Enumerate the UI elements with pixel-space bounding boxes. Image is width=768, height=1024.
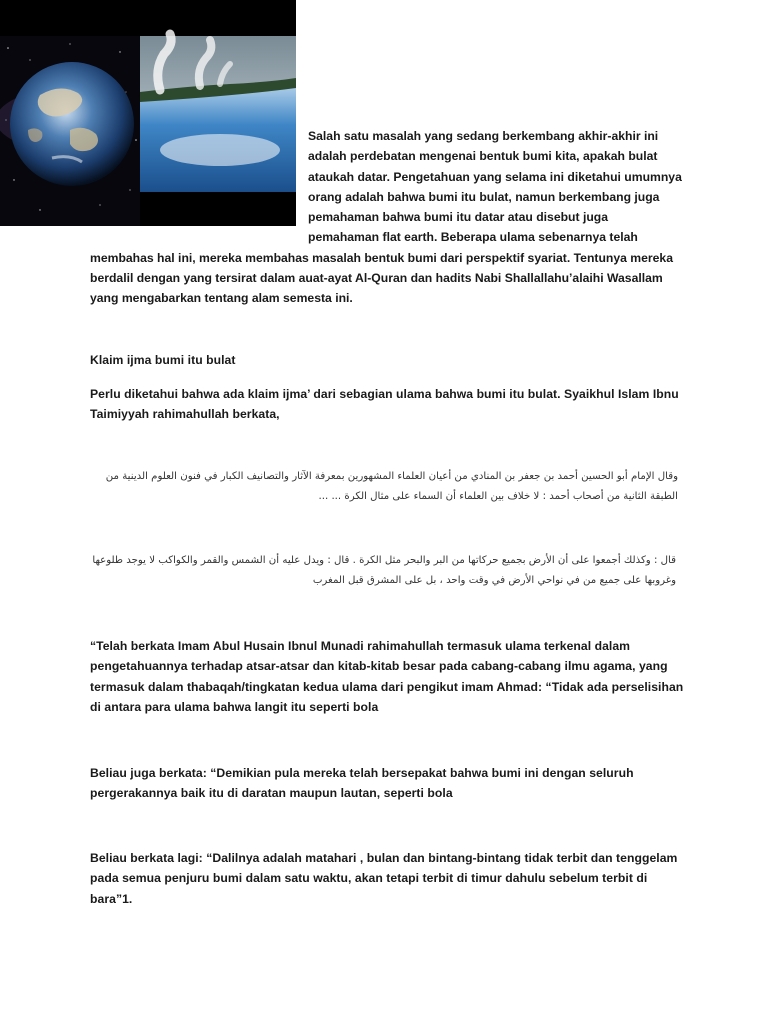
intro-paragraph-block [90, 126, 682, 309]
arabic-quote-1: وقال الإمام أبو الحسين أحمد بن جعفر بن المنادي من أعيان العلماء المشهورين بمعرفة الآثار والتصانيف الكبار في فنون العلوم الدينية من الطبقة الثانية من أصحاب أحمد : لا خلاف بين العلماء أن السماء على مثال الكرة ... ... [105, 471, 678, 502]
intro-paragraph: Salah satu masalah yang sedang berkembang akhir-akhir ini adalah perdebatan mengenai bentuk bumi kita, apakah bulat ataukah datar. Pengetahuan yang selama ini diketahui umumnya orang adalah bahwa bumi itu bulat, namun berkembang juga pemahaman bahwa bumi itu datar atau disebut juga pemahaman flat earth. Beberapa ulama sebenarnya telah membahas hal ini, mereka membahas masalah bentuk bumi dari perspektif syariat. Tentunya mereka berdalil dengan yang tersirat dalam auat-ayat Al-Quran dan hadits Nabi Shallallahu’alaihi Wasallam yang mengabarkan tentang alam semesta ini. [90, 129, 682, 306]
paragraph-evidence: Beliau berkata lagi: “Dalilnya adalah matahari , bulan dan bintang-bintang tidak terbit dan tenggelam pada semua penjuru bumi dalam satu waktu, akan tetapi terbit di timur dahulu sebelum terbit di bara”1. [90, 851, 678, 906]
paragraph-earth-ball: Beliau juga berkata: “Demikian pula mereka telah bersepakat bahwa bumi ini dengan seluruh pergerakannya baik itu di daratan maupun lautan, seperti bola [90, 766, 634, 801]
translation-paragraph: “Telah berkata Imam Abul Husain Ibnul Munadi rahimahullah termasuk ulama terkenal dalam pengetahuannya terhadap atsar-atsar dan kitab-kitab besar pada cabang-cabang ilmu agama, yang termasuk dalam thabaqah/tingkatan kedua ulama dari pengikut imam Ahmad: “Tidak ada perselisihan di antara para ulama bahwa langit itu seperti bola [90, 639, 684, 714]
paragraph-ijma: Perlu diketahui bahwa ada klaim ijma’ dari sebagian ulama bahwa bumi itu bulat. Syaikhul Islam Ibnu Taimiyyah rahimahullah berkata, [90, 387, 679, 422]
section-heading: Klaim ijma bumi itu bulat [90, 353, 236, 367]
arabic-quote-2: قال : وكذلك أجمعوا على أن الأرض بجميع حركاتها من البر والبحر مثل الكرة . قال : ويدل عليه أن الشمس والقمر والكواكب لا يوجد طلوعها وغروبها على جميع من في نواحي الأرض في وقت واحد ، بل على المشرق قبل المغرب [92, 555, 676, 586]
